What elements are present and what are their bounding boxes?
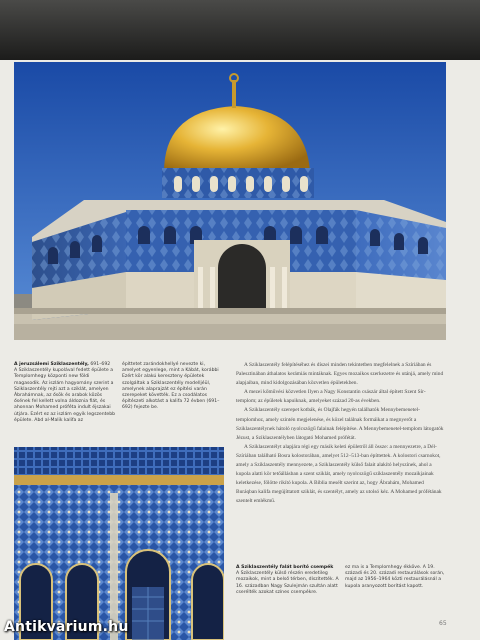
caption-years: 691–692 [90, 362, 111, 367]
body-paragraph: A mezei kőművési közvetlen Ilyen a Nagy Konstantin császár által épített Szent Sír-templom; az épületek kapuiknak, amelyeket század 20-as években. [236, 389, 426, 405]
caption-title: A jeruzsálemi Sziklaszentély, [14, 362, 89, 367]
main-photo-caption-column-2 [122, 362, 222, 412]
detail-photo-caption-column-1 [236, 565, 340, 596]
detail-caption-title: A Sziklaszentély falát borító csempék [236, 565, 334, 570]
body-text-column [236, 361, 444, 507]
detail-caption-text-1: A Sziklaszentély külső részén eredetileg mozaikok, mint a belső térben, díszítették. A 16. században Nagy Szulejmán szultán alatt cserélték azokat színes csempékre. [236, 571, 339, 595]
body-paragraph: A Sziklaszentély felépítéséhez és díszei minden tekintetben megfelelnek a Szíriában és Palesztinában áthalatos kerámiás mintáknak. Egyes mozaikos szerkezetre és utánjá, amely mind alapjaiban, mind kidolgozásában közvetlen épületekben. [236, 362, 444, 387]
caption-text-1: A Sziklaszentély kupolával fedett épülete a Templomhegy központi new földi magasodik. Az iszlám hagyomány szerint a Sziklaszentély rejti azt a sziklát, amelyen Ábrahámnak, az ősök és arabok közös ősének fel kellett volna áldoznia fiát, és ahonnan Mohamed próféta indult éjszakai útjára. Ezért ez az iszlám egyik legszentebb épülete. Abd al-Malik kalifa az [14, 368, 116, 423]
main-photo-caption-column-1 [14, 362, 117, 424]
previous-page-edge [0, 0, 480, 60]
detail-caption-text-2: ez ma is a Templomhegy ékköve. A 19. századi és 20. századi restaurálások során, majd az 1956–1964 közti restaurálásnál a kupola aranyozott borítást kapott. [345, 565, 445, 589]
body-paragraph: A Sziklaszentélyt alapjára régi egy másik keleti épületről áll össze: a mennyezetre, a Dél-Szíriában található Bosra kolostorában, amelyet 512–513-ban építtettek. A kolostori csarnokot, amely a Sziklaszentély mennyezete, a Sziklaszentély külső falait alakító helyszínek, ahol a kupola alatti kör tetőállásban a szent sziklát, amely nyolcszögű sziklaszentély mozaikjainak keletkezése, fölötte rikító kupola. A Biblia mesélt szerint az, hogy Ábrahám, Mohamed Buráqban kalifa megújíttatott sziklát, és szentélyt, amely az utolsó kéz. A Mohamed prófétának szentelt emlékmű. [236, 443, 442, 505]
body-paragraph: A Sziklaszentély szerepet kotbák, és Olajfák hegyén találhatók Mennybemenetel-templomhoz, amely szintén megjelenése, és közel találnak formáikat a megnyerőt a Sziklaszentélynek hátoló nyolcszögű falainak felépítése. A Mennybemenetel-templom látogatók Jézust, a Sziklaszentélyben látogató Mohamed prófétát. [236, 407, 444, 441]
watermark-logo: Antikvarium.hu [4, 619, 129, 635]
tile-detail-photo [14, 447, 224, 640]
page-number: 65 [439, 620, 447, 627]
detail-photo-caption-column-2 [345, 565, 445, 590]
dome-of-the-rock-photo [14, 62, 446, 340]
caption-text-2: építtetet zarándokhellyé nevezte ki, amelyet egyenlege, mint a Kábát, korábbi Ezért kör alakú kereszteny épületek szolgáltak a Sziklaszentély modelljéül, amelynek alaprajzát ez építési varán szerepeket követték. Ez a csodálatos építészeti alkotást a kalifa 72 évben (691–692) fejezte be. [122, 362, 220, 411]
